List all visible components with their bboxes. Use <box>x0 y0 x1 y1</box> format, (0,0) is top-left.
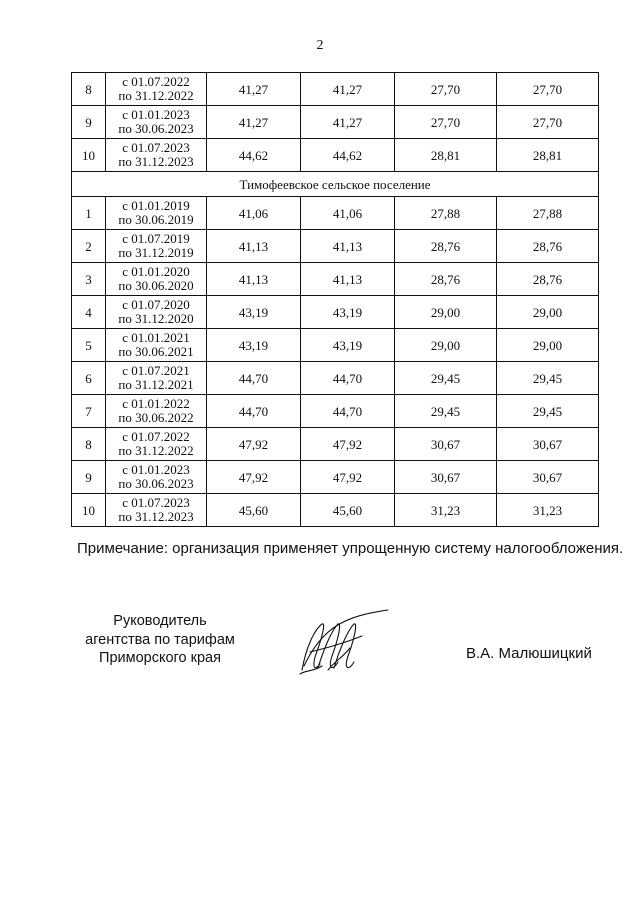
signer-name: В.А. Малюшицкий <box>466 645 592 662</box>
period-cell <box>106 428 207 461</box>
period-cell <box>106 296 207 329</box>
period-cell <box>106 197 207 230</box>
period-cell <box>106 461 207 494</box>
period-from: с 01.07.2021 <box>122 363 190 378</box>
table-body-top <box>72 73 599 172</box>
period-from: с 01.07.2022 <box>122 74 190 89</box>
value-3: 29,45 <box>395 362 497 395</box>
value-1: 41,27 <box>207 106 301 139</box>
value-2: 41,27 <box>301 73 395 106</box>
tariff-table <box>71 72 599 527</box>
value-1: 41,13 <box>207 230 301 263</box>
table-row <box>72 197 599 230</box>
value-4: 28,76 <box>497 263 599 296</box>
value-2: 43,19 <box>301 329 395 362</box>
table-section-header <box>72 172 599 197</box>
value-3: 30,67 <box>395 428 497 461</box>
period-from: с 01.01.2019 <box>122 198 190 213</box>
table-row <box>72 73 599 106</box>
value-2: 43,19 <box>301 296 395 329</box>
value-3: 29,00 <box>395 329 497 362</box>
value-1: 41,13 <box>207 263 301 296</box>
table-row <box>72 428 599 461</box>
value-4: 30,67 <box>497 461 599 494</box>
value-4: 29,00 <box>497 296 599 329</box>
value-2: 47,92 <box>301 428 395 461</box>
value-2: 41,13 <box>301 230 395 263</box>
row-number: 9 <box>72 461 106 494</box>
value-1: 47,92 <box>207 461 301 494</box>
table-row <box>72 230 599 263</box>
period-to: по 31.12.2023 <box>118 154 194 169</box>
value-1: 41,27 <box>207 73 301 106</box>
value-3: 31,23 <box>395 494 497 527</box>
period-cell <box>106 263 207 296</box>
table-row <box>72 362 599 395</box>
period-cell <box>106 106 207 139</box>
period-to: по 31.12.2020 <box>118 311 194 326</box>
period-cell <box>106 230 207 263</box>
row-number: 10 <box>72 139 106 172</box>
period-cell <box>106 139 207 172</box>
value-3: 30,67 <box>395 461 497 494</box>
value-4: 27,70 <box>497 106 599 139</box>
value-4: 31,23 <box>497 494 599 527</box>
value-2: 41,13 <box>301 263 395 296</box>
table-row <box>72 494 599 527</box>
period-to: по 30.06.2020 <box>118 278 194 293</box>
value-1: 45,60 <box>207 494 301 527</box>
value-1: 44,70 <box>207 362 301 395</box>
row-number: 1 <box>72 197 106 230</box>
value-1: 41,06 <box>207 197 301 230</box>
period-cell <box>106 395 207 428</box>
row-number: 8 <box>72 428 106 461</box>
value-3: 28,76 <box>395 230 497 263</box>
period-to: по 30.06.2023 <box>118 121 194 136</box>
period-from: с 01.07.2022 <box>122 429 190 444</box>
value-4: 28,76 <box>497 230 599 263</box>
tax-note: Примечание: организация применяет упрощенную систему налогообложения. <box>77 540 624 557</box>
value-2: 41,27 <box>301 106 395 139</box>
period-to: по 31.12.2023 <box>118 509 194 524</box>
value-3: 27,70 <box>395 73 497 106</box>
period-from: с 01.01.2023 <box>122 107 190 122</box>
value-4: 30,67 <box>497 428 599 461</box>
table-row <box>72 329 599 362</box>
row-number: 4 <box>72 296 106 329</box>
period-to: по 30.06.2022 <box>118 410 194 425</box>
period-from: с 01.01.2023 <box>122 462 190 477</box>
period-to: по 30.06.2021 <box>118 344 194 359</box>
period-from: с 01.07.2020 <box>122 297 190 312</box>
section-row <box>72 172 599 197</box>
row-number: 8 <box>72 73 106 106</box>
period-to: по 31.12.2019 <box>118 245 194 260</box>
value-2: 44,70 <box>301 395 395 428</box>
value-1: 44,62 <box>207 139 301 172</box>
period-to: по 31.12.2021 <box>118 377 194 392</box>
period-from: с 01.07.2023 <box>122 140 190 155</box>
table-row <box>72 395 599 428</box>
value-4: 29,45 <box>497 395 599 428</box>
value-2: 45,60 <box>301 494 395 527</box>
value-1: 44,70 <box>207 395 301 428</box>
value-3: 29,45 <box>395 395 497 428</box>
value-3: 27,70 <box>395 106 497 139</box>
table-row <box>72 263 599 296</box>
value-1: 43,19 <box>207 329 301 362</box>
row-number: 9 <box>72 106 106 139</box>
period-to: по 30.06.2023 <box>118 476 194 491</box>
period-cell <box>106 73 207 106</box>
signer-title-line: агентства по тарифам <box>85 631 235 648</box>
value-2: 41,06 <box>301 197 395 230</box>
page-number: 2 <box>316 38 324 53</box>
table-row <box>72 461 599 494</box>
period-to: по 31.12.2022 <box>118 443 194 458</box>
table-row <box>72 139 599 172</box>
row-number: 7 <box>72 395 106 428</box>
row-number: 3 <box>72 263 106 296</box>
period-cell <box>106 362 207 395</box>
handwritten-signature-icon <box>292 608 392 680</box>
value-3: 27,88 <box>395 197 497 230</box>
value-4: 27,88 <box>497 197 599 230</box>
value-4: 29,45 <box>497 362 599 395</box>
period-from: с 01.01.2022 <box>122 396 190 411</box>
period-cell <box>106 329 207 362</box>
value-2: 44,70 <box>301 362 395 395</box>
table-body-section <box>72 197 599 527</box>
value-4: 29,00 <box>497 329 599 362</box>
value-3: 28,81 <box>395 139 497 172</box>
row-number: 5 <box>72 329 106 362</box>
period-from: с 01.01.2020 <box>122 264 190 279</box>
table-row <box>72 106 599 139</box>
signer-title <box>60 612 260 668</box>
row-number: 6 <box>72 362 106 395</box>
period-from: с 01.07.2019 <box>122 231 190 246</box>
period-from: с 01.01.2021 <box>122 330 190 345</box>
table-row <box>72 296 599 329</box>
signer-title-line: Руководитель <box>113 613 207 629</box>
value-1: 47,92 <box>207 428 301 461</box>
value-2: 44,62 <box>301 139 395 172</box>
value-2: 47,92 <box>301 461 395 494</box>
section-title: Тимофеевское сельское поселение <box>72 172 599 197</box>
period-cell <box>106 494 207 527</box>
value-1: 43,19 <box>207 296 301 329</box>
value-3: 29,00 <box>395 296 497 329</box>
period-to: по 31.12.2022 <box>118 88 194 103</box>
signer-title-line: Приморского края <box>99 650 221 666</box>
row-number: 10 <box>72 494 106 527</box>
period-to: по 30.06.2019 <box>118 212 194 227</box>
value-3: 28,76 <box>395 263 497 296</box>
value-4: 27,70 <box>497 73 599 106</box>
row-number: 2 <box>72 230 106 263</box>
period-from: с 01.07.2023 <box>122 495 190 510</box>
value-4: 28,81 <box>497 139 599 172</box>
